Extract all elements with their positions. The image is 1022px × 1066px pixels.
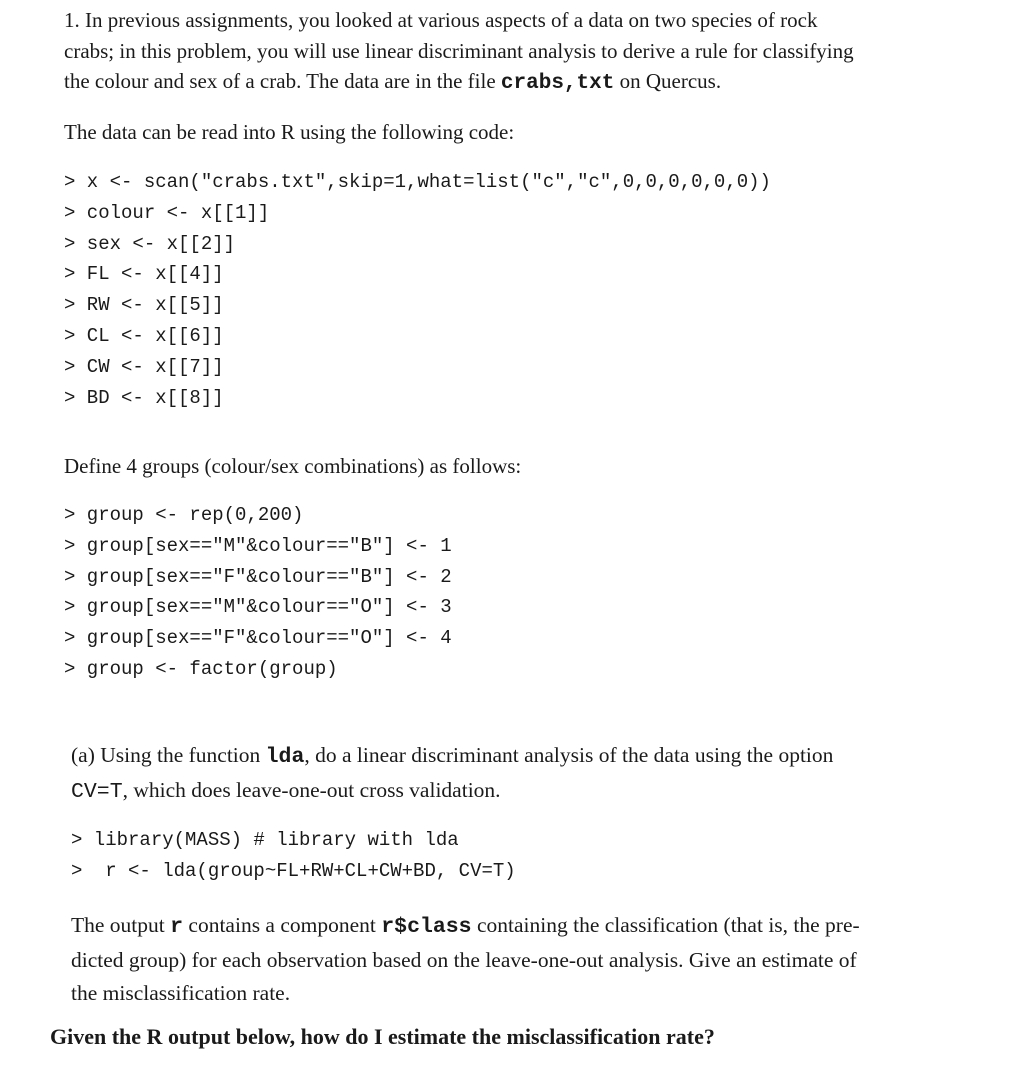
code-line: > RW <- x[[5]] [64,294,224,317]
function-name: lda [265,745,305,769]
code-line: > CW <- x[[7]] [64,355,224,378]
code-line: > group[sex=="F"&colour=="B"] <- 2 [64,565,452,588]
code-line: > BD <- x[[8]] [64,386,224,409]
part-a-text-end: , do a linear discriminant analysis of the data using the option [304,743,834,767]
intro-line-2: crabs; in this problem, you will use linear discriminant analysis to derive a rule for classifying [64,38,854,63]
part-a-line-1 [71,739,971,774]
define-groups-instruction [64,451,964,482]
code-line: > FL <- x[[4]] [64,263,224,286]
intro-line-3-end: on Quercus. [614,69,722,93]
code-line: > group <- rep(0,200) [64,504,304,526]
read-instruction [64,117,964,148]
part-a-paragraph [71,739,971,809]
output-text: The output [71,913,171,937]
part-a-line-2-text: , which does leave-one-out cross validation. [122,778,501,802]
group-code-block [64,500,452,685]
define-text: Define 4 groups (colour/sex combinations) as follows: [64,454,522,478]
code-line: > group[sex=="F"&colour=="O"] <- 4 [64,627,452,650]
code-line: > group <- factor(group) [64,657,338,680]
intro-line-1: 1. In previous assignments, you looked at various aspects of a data on two species of rock [64,8,818,32]
code-line: > sex <- x[[2]] [64,232,236,255]
code-line: > group[sex=="M"&colour=="B"] <- 1 [64,534,452,557]
lda-code-block [71,825,516,887]
intro-paragraph [64,5,964,100]
output-text-end: containing the classification (that is, the pre- [471,913,860,937]
intro-line-3-text: the colour and sex of a crab. The data are in the file [64,69,501,93]
code-line: > x <- scan("crabs.txt",skip=1,what=list("c","c",0,0,0,0,0,0)) [64,171,771,193]
read-code-block [64,167,771,413]
output-variable: r [170,915,184,939]
output-line-1 [71,909,971,944]
code-line: > library(MASS) # library with lda [71,829,459,851]
part-a-text: (a) Using the function [71,743,266,767]
output-paragraph [71,909,971,1010]
output-line-3: the misclassification rate. [71,981,291,1005]
file-name: crabs,txt [500,72,615,95]
code-line: > CL <- x[[6]] [64,324,224,347]
code-line: > r <- lda(group~FL+RW+CL+CW+BD, CV=T) [71,859,516,882]
output-text-mid: contains a component [183,913,382,937]
cv-option: CV=T [71,780,123,804]
class-component: r$class [381,915,472,939]
intro-line-3 [64,66,964,100]
read-text: The data can be read into R using the following code: [64,120,515,144]
code-line: > group[sex=="M"&colour=="O"] <- 3 [64,596,452,619]
question-heading: Given the R output below, how do I estimate the misclassification rate? [50,1024,715,1049]
code-line: > colour <- x[[1]] [64,201,270,224]
part-a-line-2 [71,774,971,809]
output-line-2: dicted group) for each observation based on the leave-one-out analysis. Give an estimate of [71,948,857,972]
